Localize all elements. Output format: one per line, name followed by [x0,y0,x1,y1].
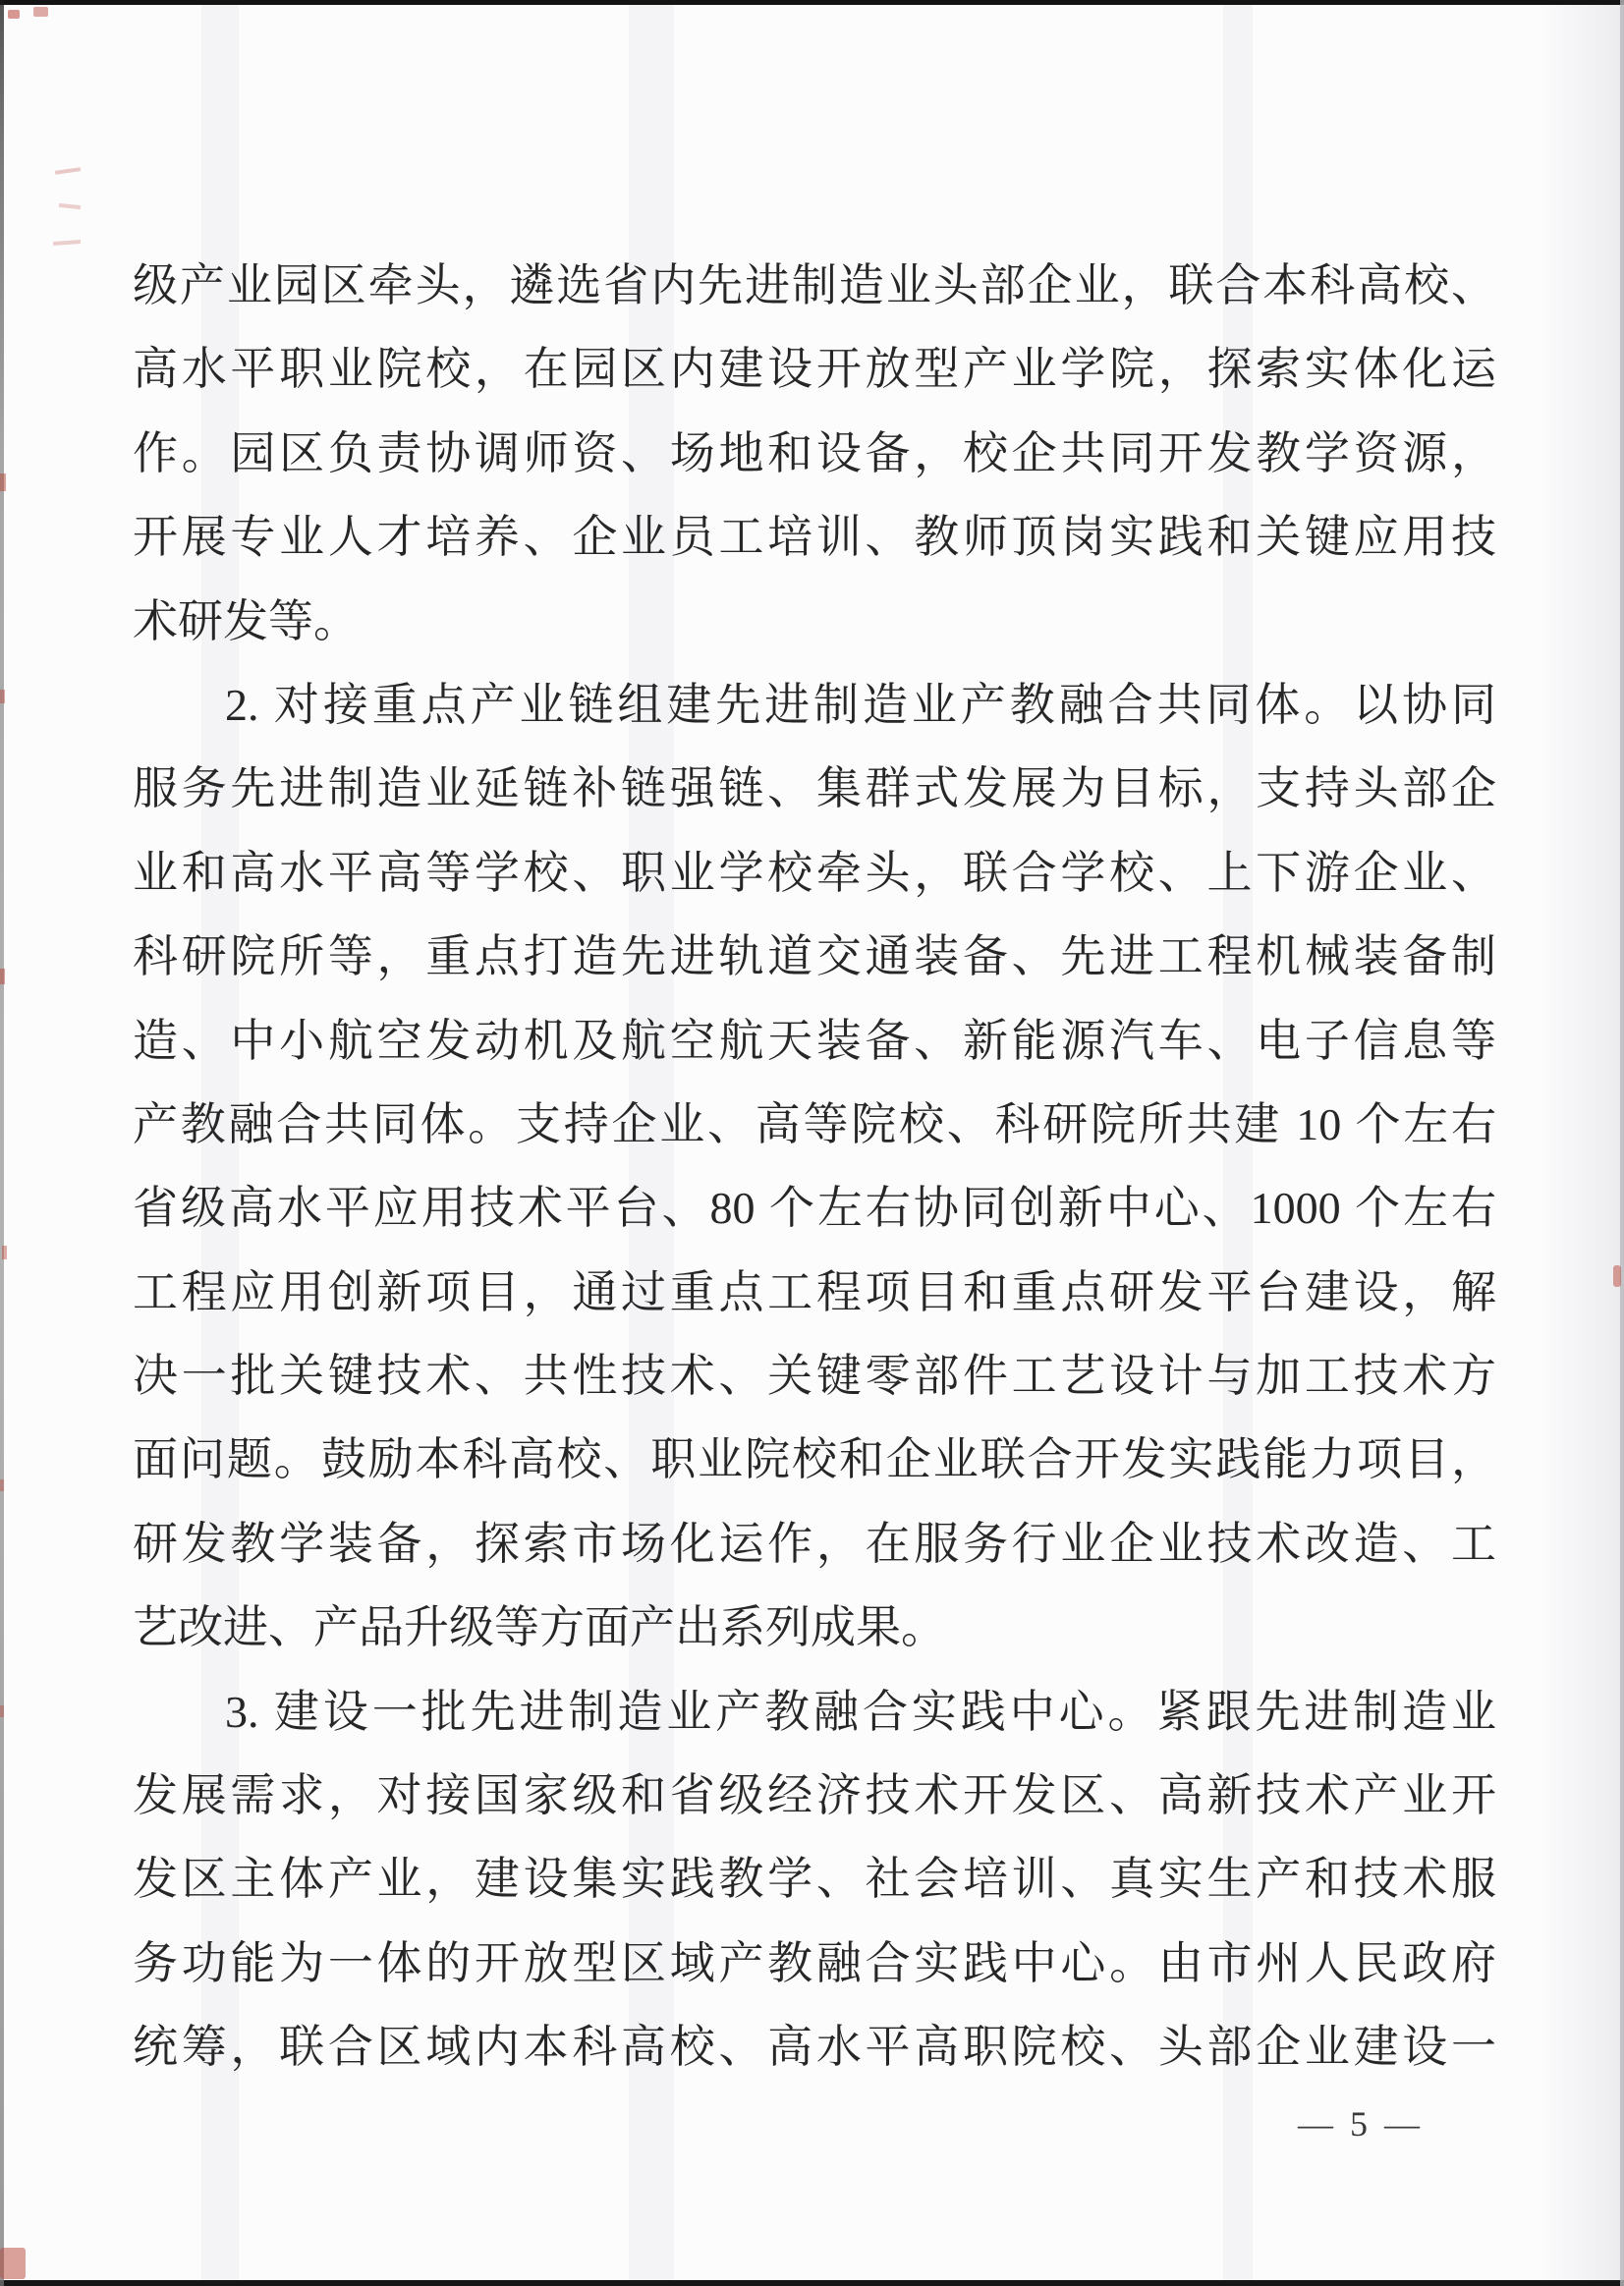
text-line: 艺改进、产品升级等方面产出系列成果。 [133,1602,946,1653]
scan-edge-left [0,0,4,2286]
text-line: 级产业园区牵头，遴选省内先进制造业头部企业，联合本科高校、 [133,260,1496,310]
red-ink-artifact [1613,1265,1621,1287]
text-line: 造、中小航空发动机及航空航天装备、新能源汽车、电子信息等 [133,1015,1496,1066]
red-ink-artifact [59,203,81,209]
text-line: 发区主体产业，建设集实践教学、社会培训、真实生产和技术服 [133,1854,1496,1905]
scan-edge-right [1620,0,1624,2286]
text-line: 2. 对接重点产业链组建先进制造业产教融合共同体。以协同 [225,679,1496,730]
red-ink-artifact [0,1705,4,1717]
text-line: 务功能为一体的开放型区域产教融合实践中心。由市州人民政府 [133,1937,1496,1988]
scan-edge-bottom [0,2280,1624,2286]
text-line: 科研院所等，重点打造先进轨道交通装备、先进工程机械装备制 [133,931,1496,982]
red-ink-artifact [8,10,20,19]
text-line: 业和高水平高等学校、职业学校牵头，联合学校、上下游企业、 [133,847,1496,898]
text-line: 作。园区负责协调师资、场地和设备，校企共同开发教学资源， [133,427,1496,478]
text-line: 工程应用创新项目，通过重点工程项目和重点研发平台建设，解 [133,1266,1496,1317]
text-line: 3. 建设一批先进制造业产教融合实践中心。紧跟先进制造业 [225,1686,1496,1737]
red-ink-artifact [33,7,48,17]
text-line: 统筹，联合区域内本科高校、高水平高职院校、头部企业建设一 [133,2022,1496,2073]
text-line: 开展专业人才培养、企业员工培训、教师顶岗实践和关键应用技 [133,512,1496,563]
scan-edge-top [0,0,1624,5]
document-body-text [133,244,1496,2090]
text-line: 决一批关键技术、共性技术、关键零部件工艺设计与加工技术方 [133,1351,1496,1402]
text-line: 服务先进制造业延链补链强链、集群式发展为目标，支持头部企 [133,763,1496,814]
red-ink-artifact [55,167,81,175]
red-ink-artifact [53,240,81,246]
text-line: 研发教学装备，探索市场化运作，在服务行业企业技术改造、工 [133,1518,1496,1569]
red-ink-artifact [0,690,5,703]
red-ink-artifact [0,969,5,984]
scan-shading-right [1538,0,1624,2286]
red-ink-artifact [0,1479,4,1491]
text-line: 术研发等。 [133,595,359,646]
text-line: 产教融合共同体。支持企业、高等院校、科研院所共建 10 个左右 [133,1098,1496,1149]
text-line: 发展需求，对接国家级和省级经济技术开发区、高新技术产业开 [133,1770,1496,1821]
red-ink-artifact [0,474,6,491]
text-line: 面问题。鼓励本科高校、职业院校和企业联合开发实践能力项目， [133,1434,1496,1485]
text-line: 高水平职业院校，在园区内建设开放型产业学院，探索实体化运 [133,344,1496,395]
text-line: 省级高水平应用技术平台、80 个左右协同创新中心、1000 个左右 [133,1183,1496,1234]
red-ink-artifact [2,1246,7,1259]
page-number: — 5 — [1298,2104,1424,2144]
red-ink-artifact [0,2248,26,2279]
